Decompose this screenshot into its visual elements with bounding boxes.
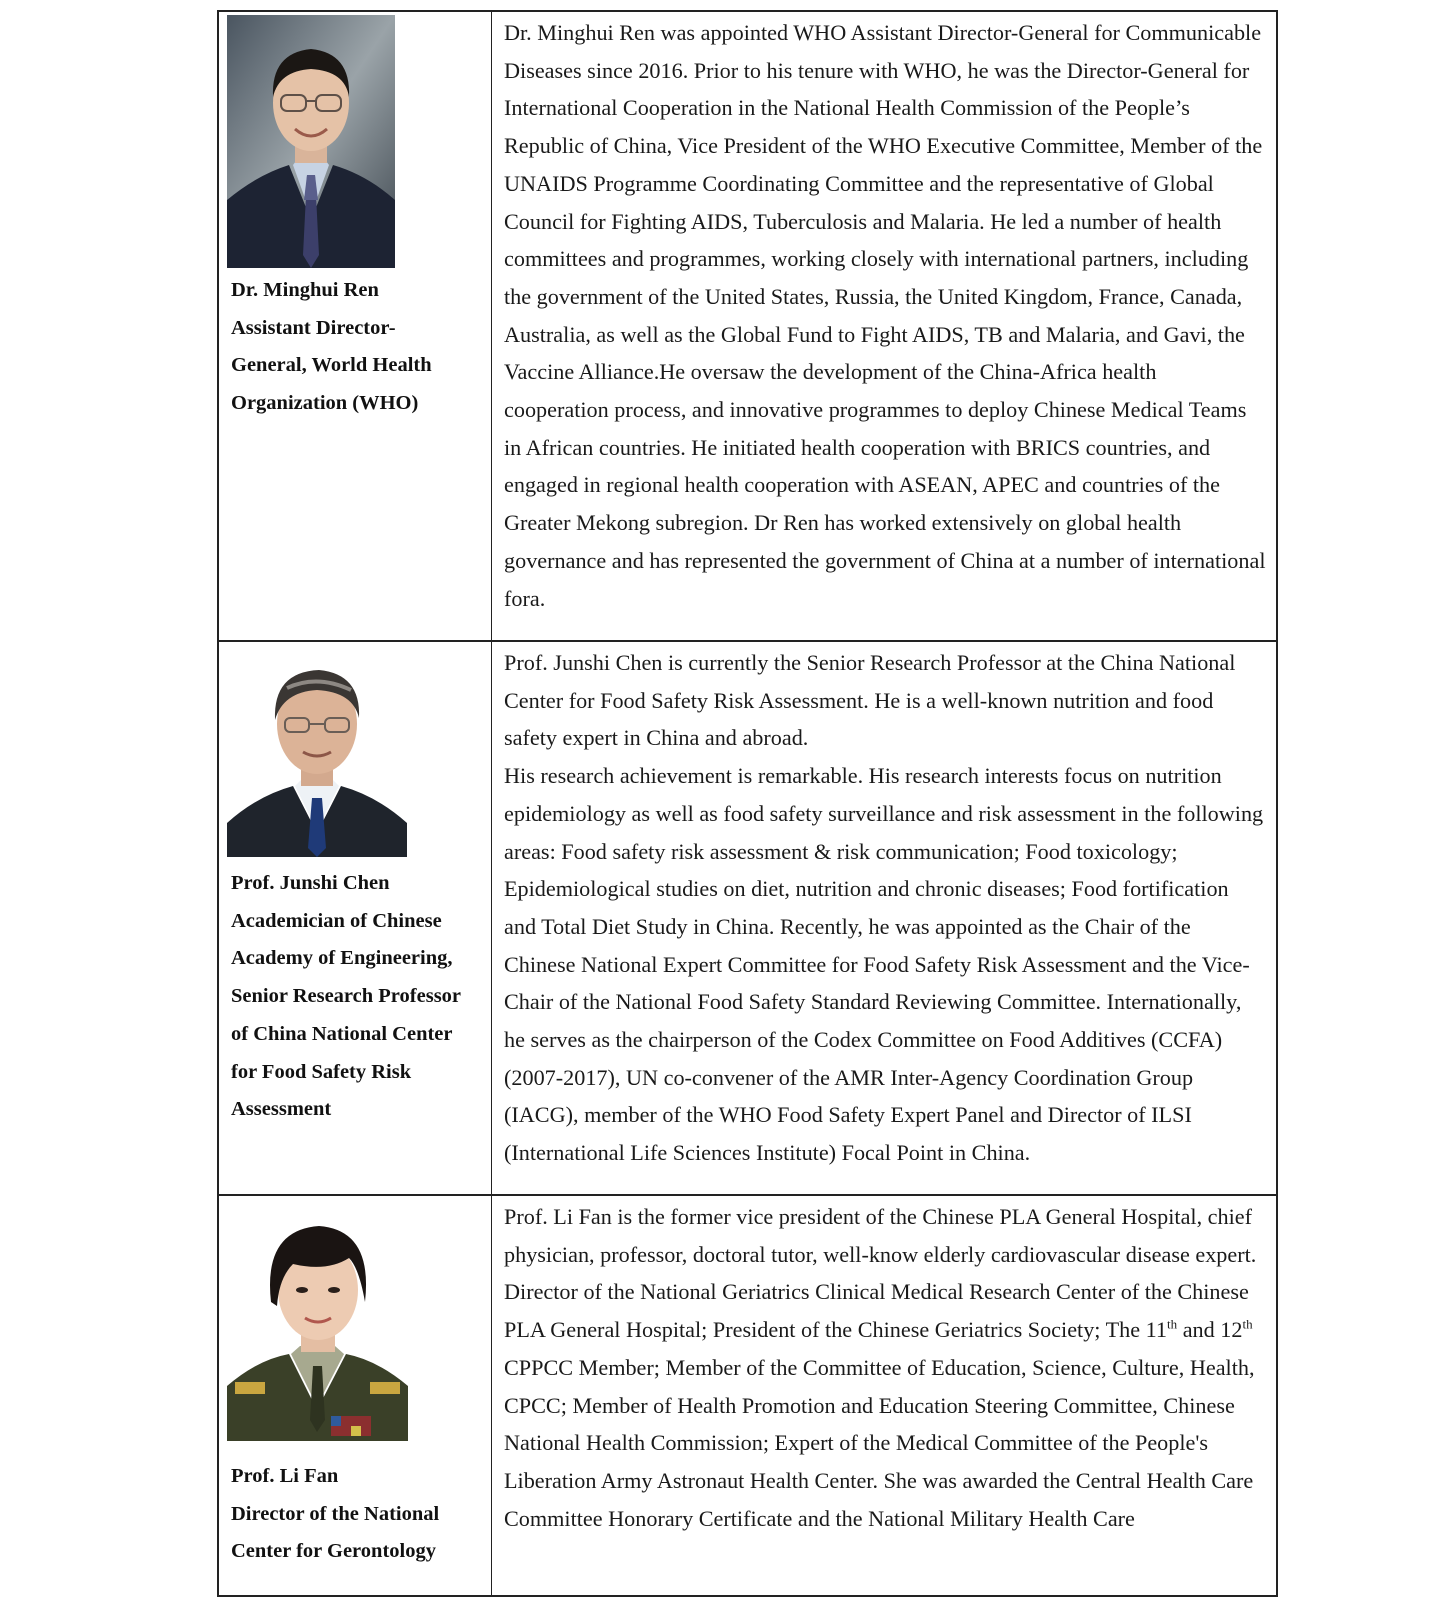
speaker-bio-cell <box>492 12 1276 640</box>
speaker-name: Prof. Junshi Chen <box>231 872 390 894</box>
speaker-title-line: for Food Safety Risk <box>231 1060 412 1083</box>
ordinal-suffix: th <box>1167 1316 1178 1332</box>
speaker-title-line: Assistant Director- <box>231 316 396 339</box>
portrait-man-glasses-icon <box>227 15 395 268</box>
speaker-profile-cell <box>219 642 491 1194</box>
portrait-elderly-man-icon <box>227 648 407 857</box>
bio-text: and 12 <box>1177 1317 1243 1343</box>
bio-paragraph: His research achievement is remarkable. His research interests focus on nutrition epidemiology as well as food safety surveillance and risk assessment in the following areas: Food safety risk assessment & risk communication; Food toxicology; Epidemiological studies on diet, nutrition and chronic diseases; Food fortification and Total Diet Study in China. Recently, he was appointed as the Chair of the Chinese National Expert Committee for Food Safety Risk Assessment and the Vice-Chair of the National Food Safety Standard Reviewing Committee. Internationally, he serves as the chairperson of the Codex Committee on Food Additives (CCFA) (2007-2017), UN co-convener of the AMR Inter-Agency Coordination Group (IACG), member of the WHO Food Safety Expert Panel and Director of ILSI (International Life Sciences Institute) Focal Point in China. <box>504 763 1264 1166</box>
speaker-table <box>217 10 1278 1597</box>
speaker-name: Dr. Minghui Ren <box>231 279 379 301</box>
speaker-title-line: Organization (WHO) <box>231 392 419 415</box>
bio-paragraph <box>504 1198 1266 1537</box>
speaker-title-line: Senior Research Professor <box>231 985 462 1008</box>
speaker-title-line: Academy of Engineering, <box>231 947 453 970</box>
speaker-name: Prof. Li Fan <box>231 1465 339 1487</box>
speaker-bio-cell <box>492 1196 1276 1595</box>
speaker-profile-cell <box>219 1196 491 1595</box>
speaker-bio <box>492 12 1276 617</box>
ordinal-suffix: th <box>1242 1316 1253 1332</box>
bio-paragraph: Prof. Junshi Chen is currently the Senior Research Professor at the China National Center for Food Safety Risk Assessment. He is a well-known nutrition and food safety expert in China and abroad. <box>504 650 1236 751</box>
speaker-title-line: General, World Health <box>231 354 432 377</box>
speaker-name-title <box>231 1458 486 1571</box>
speaker-bio-cell <box>492 642 1276 1194</box>
speaker-title-line: Center for Gerontology <box>231 1540 436 1563</box>
bio-text: Prof. Li Fan is the former vice president of the Chinese PLA General Hospital, chief physician, professor, doctoral tutor, well-know elderly cardiovascular disease expert. Director of the National Geriatrics Clinical Medical Research Center of the Chinese PLA General Hospital; President of the Chinese Geriatrics Society; The 11 <box>504 1204 1257 1343</box>
speaker-bio <box>492 1196 1276 1537</box>
speaker-title-line: of China National Center <box>231 1022 453 1045</box>
portrait-woman-uniform-icon <box>227 1210 408 1441</box>
speaker-row-chen <box>219 640 1276 1194</box>
speaker-title-line: Assessment <box>231 1098 332 1121</box>
speaker-row-ren <box>219 12 1276 640</box>
speaker-bio <box>492 642 1276 1172</box>
speaker-row-fan <box>219 1194 1276 1595</box>
speaker-name-title <box>231 272 486 423</box>
speaker-title-line: Academician of Chinese <box>231 909 442 932</box>
speaker-title-line: Director of the National <box>231 1502 440 1525</box>
speaker-profile-cell <box>219 12 491 640</box>
bio-paragraph: Dr. Minghui Ren was appointed WHO Assistant Director-General for Communicable Diseases since 2016. Prior to his tenure with WHO, he was the Director-General for International Cooperation in the National Health Commission of the People’s Republic of China, Vice President of the WHO Executive Committee, Member of the UNAIDS Programme Coordinating Committee and the representative of Global Council for Fighting AIDS, Tuberculosis and Malaria. He led a number of health committees and programmes, working closely with international partners, including the government of the United States, Russia, the United Kingdom, France, Canada, Australia, as well as the Global Fund to Fight AIDS, TB and Malaria, and Gavi, the Vaccine Alliance.He oversaw the development of the China-Africa health cooperation process, and innovative programmes to deploy Chinese Medical Teams in African countries. He initiated health cooperation with BRICS countries, and engaged in regional health cooperation with ASEAN, APEC and countries of the Greater Mekong subregion. Dr Ren has worked extensively on global health governance and has represented the government of China at a number of international fora. <box>504 20 1266 611</box>
speaker-name-title <box>231 865 486 1129</box>
bio-text: CPPCC Member; Member of the Committee of Education, Science, Culture, Health, CPCC; Member of Health Promotion and Education Steering Committee, Chinese National Health Commission; Expert of the Medical Committee of the People's Liberation Army Astronaut Health Center. She was awarded the Central Health Care Committee Honorary Certificate and the National Military Health Care <box>504 1354 1255 1531</box>
